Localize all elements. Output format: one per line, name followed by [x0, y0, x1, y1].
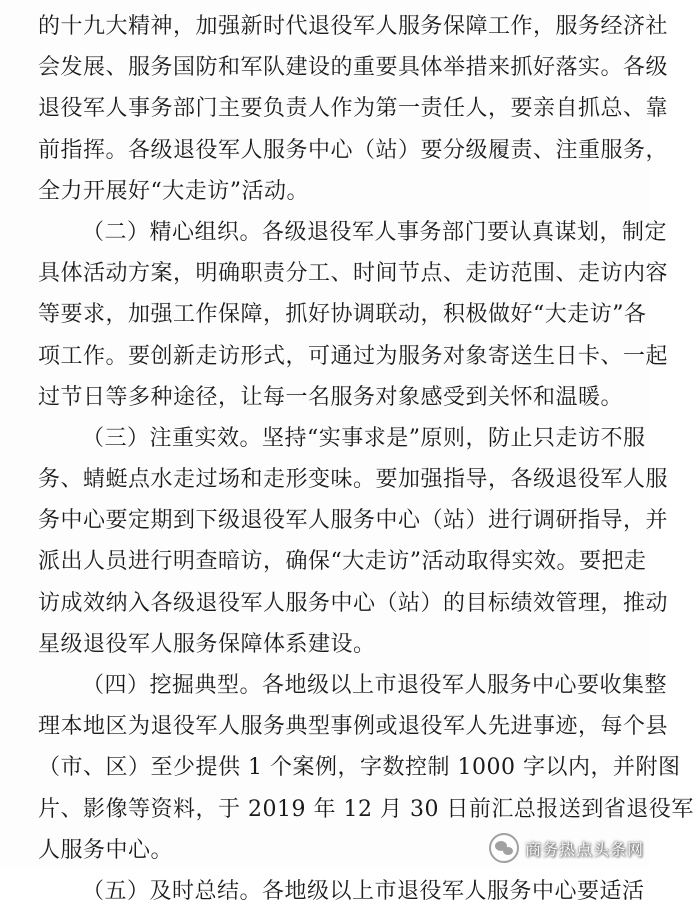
text-line: 退役军人事务部门主要负责人作为第一责任人，要亲自抓总、靠	[38, 96, 669, 122]
text-line: （五）及时总结。各地级以上市退役军人服务中心要适活	[82, 878, 645, 904]
text-line: 的十九大精神，加强新时代退役军人服务保障工作，服务经济社	[38, 14, 669, 39]
text-line: 项工作。要创新走访形式，可通过为服务对象寄送生日卡、一起	[38, 343, 669, 369]
text-line: 前指挥。各级退役军人服务中心（站）要分级履责、注重服务，	[38, 137, 669, 163]
watermark	[489, 833, 644, 863]
text-line: （市、区）至少提供 1 个案例，字数控制 1000 字以内，并附图	[38, 755, 681, 781]
text-line: （四）挖掘典型。各地级以上市退役军人服务中心要收集整	[82, 673, 668, 698]
paragraph-section-5	[38, 871, 645, 912]
text-line: 具体活动方案，明确职责分工、时间节点、走访范围、走访内容	[38, 261, 669, 287]
text-line: 派出人员进行明查暗访，确保“大走访”活动取得实效。要把走	[38, 549, 647, 575]
text-line: 片、影像等资料，于 2019 年 12 月 30 日前汇总报送到省退役军	[38, 796, 694, 822]
text-line: 等要求，加强工作保障，抓好协调联动，积极做好“大走访”各	[38, 302, 647, 328]
paragraph-section-3	[38, 418, 669, 665]
text-line: 务中心要定期到下级退役军人服务中心（站）进行调研指导，并	[38, 508, 669, 534]
paragraph-section-2	[38, 212, 669, 418]
text-line: 过节日等多种途径，让每一名服务对象感受到关怀和温暖。	[38, 384, 624, 410]
text-line: 人服务中心。	[38, 837, 174, 863]
text-line: 星级退役军人服务保障体系建设。	[38, 631, 376, 657]
text-line: 访成效纳入各级退役军人服务中心（站）的目标绩效管理，推动	[38, 590, 669, 616]
text-line: 理本地区为退役军人服务典型事例或退役军人先进事迹，每个县	[38, 714, 669, 740]
text-line: 全力开展好“大走访”活动。	[38, 178, 309, 204]
text-line: 会发展、服务国防和军队建设的重要具体举措来抓好落实。各级	[38, 55, 669, 81]
text-line: （三）注重实效。坚持“实事求是”原则，防止只走访不服	[82, 425, 646, 451]
document-body	[38, 6, 694, 912]
paragraph-continuation	[38, 6, 669, 212]
watermark-text: 商务热点头条网	[524, 839, 644, 859]
text-line: 务、蜻蜓点水走过场和走形变味。要加强指导，各级退役军人服	[38, 467, 669, 493]
text-line: （二）精心组织。各级退役军人事务部门要认真谋划，制定	[82, 219, 668, 245]
wechat-icon	[489, 833, 519, 863]
